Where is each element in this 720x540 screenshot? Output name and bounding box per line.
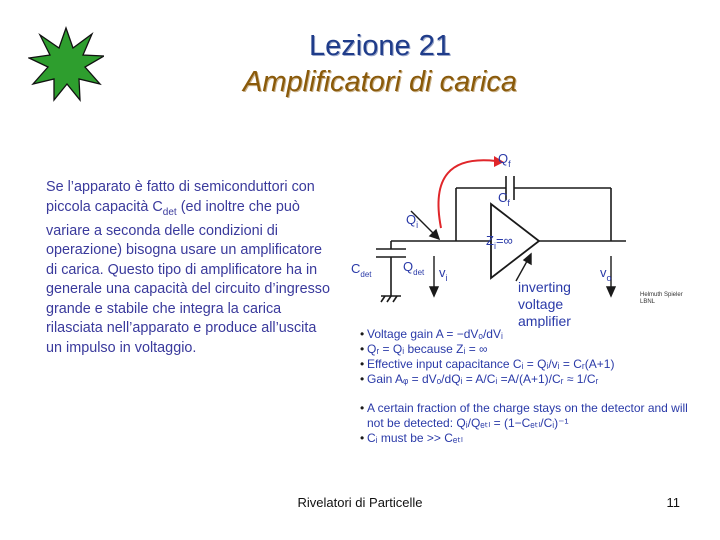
slide-number: 11 bbox=[666, 495, 680, 510]
label-cdet: $C_{det}$ bbox=[351, 261, 372, 279]
label-vo: $v_o$ bbox=[600, 265, 612, 283]
bullet-item: • Effective input capacitance Cᵢ = Qᵢ/vᵢ = Cᵣ(A+1) bbox=[360, 357, 700, 372]
label-vi: $v_i$ bbox=[439, 265, 448, 283]
bullet-item: • A certain fraction of the charge stays on the detector and will not be detected: Qᵢ/Qₑₜₗ = (1−Cₑₜₗ/Cᵢ)⁻¹ bbox=[360, 401, 700, 431]
green-starburst-icon bbox=[28, 26, 104, 107]
label-zi: $Z_i=\infty$ bbox=[486, 233, 513, 251]
credit-name: Helmuth Spieler bbox=[640, 292, 683, 298]
credit-affiliation: LBNL bbox=[640, 299, 656, 305]
bullet-item: • Qᵣ = Qᵢ because Zᵢ = ∞ bbox=[360, 342, 700, 357]
bullet-item: • Cᵢ must be >> Cₑₜₗ bbox=[360, 431, 700, 446]
body-text-sub: det bbox=[162, 206, 177, 218]
body-text-part-1: Se l’apparato è fatto di semiconduttori con piccola capacità C bbox=[46, 179, 315, 215]
charge-amplifier-circuit bbox=[346, 146, 646, 328]
body-paragraph bbox=[46, 178, 336, 358]
label-amp-line3: amplifier bbox=[518, 313, 571, 328]
figure-bullet-list bbox=[360, 327, 700, 446]
footer-label: Rivelatori di Particelle bbox=[297, 495, 423, 510]
bullet-item: • Gain Aᵩ = dVₒ/dQᵢ = A/Cᵢ =A/(A+1)/Cᵣ ≈ 1/Cᵣ bbox=[360, 372, 700, 387]
label-qi: $Q_i$ bbox=[406, 212, 419, 230]
title-block bbox=[190, 28, 570, 100]
figure-credit bbox=[640, 292, 683, 306]
bullet-item: • Voltage gain A = −dVₒ/dVᵢ bbox=[360, 327, 700, 342]
label-qf: $Q_f$ bbox=[498, 151, 511, 169]
label-amp-line2: voltage bbox=[518, 296, 564, 312]
label-qdet: $Q_{det}$ bbox=[403, 259, 425, 277]
label-cf: $C_f$ bbox=[498, 190, 510, 208]
slide-title: Lezione 21 bbox=[309, 30, 451, 62]
label-amp-line1: inverting bbox=[518, 279, 571, 295]
body-text-part-2: (ed inoltre che può variare a seconda delle condizioni di operazione) bisogna usare un amplificatore di carica. Questo tipo di amplificatore ha in generale una capacità del circuito d’ingresso grande e stabile che integra la carica rilasciata nell’apparato e produce all’uscita un impulso in voltaggio. bbox=[46, 198, 330, 356]
slide-subtitle: Amplificatori di carica bbox=[243, 66, 517, 98]
